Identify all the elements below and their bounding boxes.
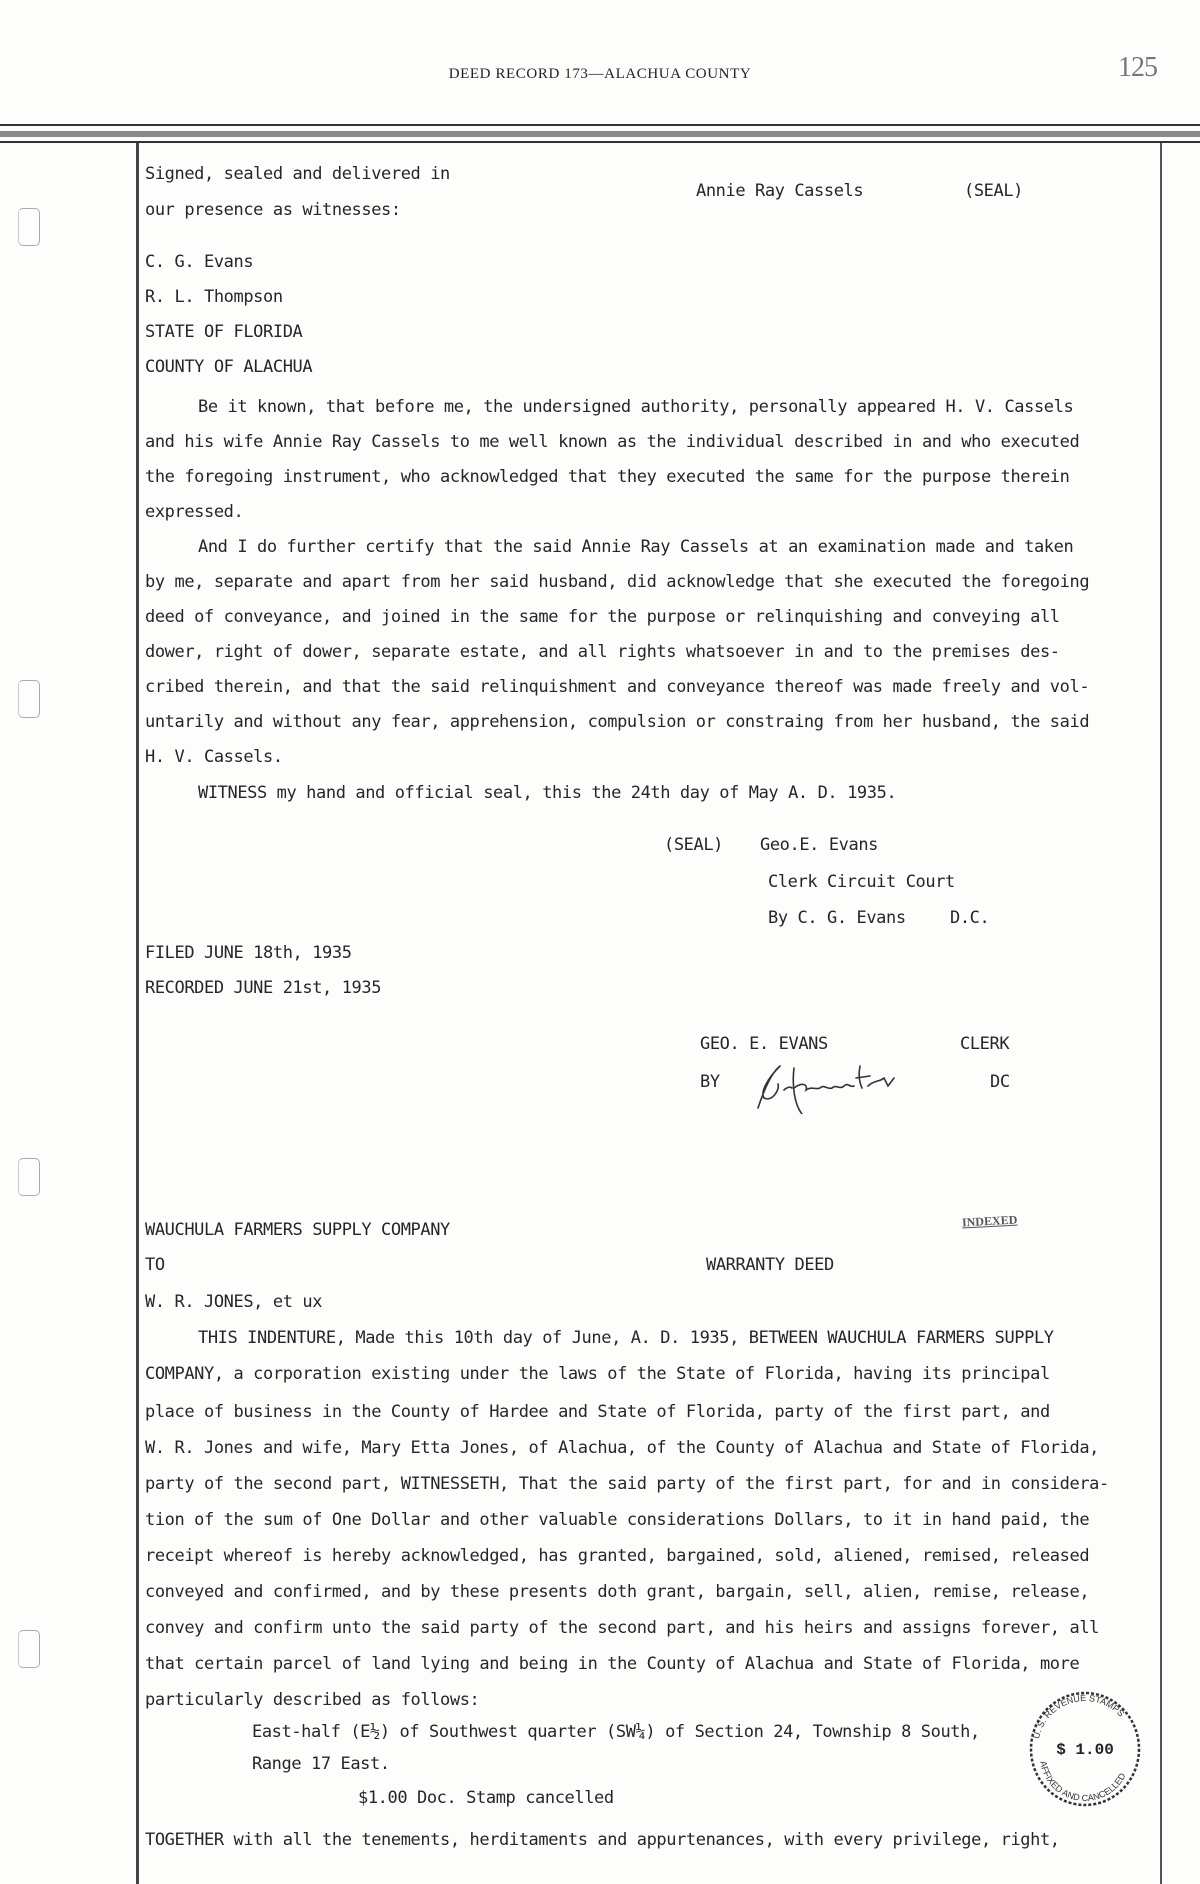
- paragraph-line: H. V. Cassels.: [145, 747, 283, 767]
- deed-body-line: COMPANY, a corporation existing under the laws of the State of Florida, having its principal: [145, 1364, 1050, 1384]
- paragraph-line: expressed.: [145, 502, 244, 522]
- right-margin-border: [1160, 143, 1162, 1884]
- deed-body-line: particularly described as follows:: [145, 1690, 480, 1710]
- deed-body-line: W. R. Jones and wife, Mary Etta Jones, of Alachua, of the County of Alachua and State of Florida,: [145, 1438, 1099, 1458]
- stamp-top-text: U. S. REVENUE STAMPS: [1030, 1692, 1127, 1740]
- binder-hole: [18, 208, 40, 246]
- witness-intro: our presence as witnesses:: [145, 200, 401, 220]
- dc-label: DC: [990, 1072, 1010, 1092]
- deputy-clerk: By C. G. Evans: [768, 908, 906, 928]
- paragraph-line: And I do further certify that the said Annie Ray Cassels at an examination made and taken: [198, 537, 1074, 557]
- recording-clerk: GEO. E. EVANS: [700, 1034, 828, 1054]
- clerk-name: Geo.E. Evans: [760, 835, 879, 855]
- clerk-seal: (SEAL): [664, 835, 724, 855]
- paragraph-line: and his wife Annie Ray Cassels to me well known as the individual described in and who executed: [145, 432, 1080, 452]
- paragraph-line: deed of conveyance, and joined in the same for the purpose or relinquishing and conveying all: [145, 607, 1060, 627]
- deed-body-line: party of the second part, WITNESSETH, That the said party of the first part, for and in considera-: [145, 1474, 1109, 1494]
- header-rule-thick: [0, 131, 1200, 137]
- page-number: 125: [1118, 52, 1157, 83]
- paragraph-line: untarily and without any fear, apprehension, compulsion or constraing from her husband, the said: [145, 712, 1090, 732]
- paragraph-line: the foregoing instrument, who acknowledged that they executed the same for the purpose therein: [145, 467, 1070, 487]
- indexed-stamp: INDEXED: [961, 1212, 1018, 1230]
- seal-label: (SEAL): [964, 181, 1024, 201]
- stamp-note: $1.00 Doc. Stamp cancelled: [358, 1788, 614, 1808]
- witness-clause: WITNESS my hand and official seal, this the 24th day of May A. D. 1935.: [198, 783, 897, 803]
- legal-description: Range 17 East.: [252, 1754, 390, 1774]
- grantor-signature: Annie Ray Cassels: [696, 181, 864, 201]
- header-rule: [0, 141, 1200, 143]
- handwritten-signature: [740, 1060, 940, 1114]
- deed-body-line: conveyed and confirmed, and by these presents doth grant, bargain, sell, alien, remise, release,: [145, 1582, 1090, 1602]
- record-header: DEED RECORD 173—ALACHUA COUNTY: [448, 66, 752, 82]
- binder-hole: [18, 680, 40, 718]
- binder-hole: [18, 1158, 40, 1196]
- legal-description: East-half (E½) of Southwest quarter (SW¼) of Section 24, Township 8 South,: [252, 1722, 980, 1742]
- deed-body-line: tion of the sum of One Dollar and other valuable considerations Dollars, to it in hand paid, the: [145, 1510, 1090, 1530]
- paragraph-line: cribed therein, and that the said relinquishment and conveyance thereof was made freely and vol-: [145, 677, 1090, 697]
- stamp-bottom-text: AFFIXED AND CANCELLED: [1038, 1760, 1128, 1804]
- paragraph-line: dower, right of dower, separate estate, and all rights whatsoever in and to the premises des-: [145, 642, 1060, 662]
- clerk-label: CLERK: [960, 1034, 1010, 1054]
- deed-body-line: THIS INDENTURE, Made this 10th day of June, A. D. 1935, BETWEEN WAUCHULA FARMERS SUPPLY: [198, 1328, 1054, 1348]
- deed-body-line: convey and confirm unto the said party of the second part, and his heirs and assigns forever, all: [145, 1618, 1099, 1638]
- state-line: STATE OF FLORIDA: [145, 322, 303, 342]
- grantee-name: W. R. JONES, et ux: [145, 1292, 323, 1312]
- deputy-title: D.C.: [950, 908, 990, 928]
- by-label: BY: [700, 1072, 720, 1092]
- witness-intro: Signed, sealed and delivered in: [145, 164, 450, 184]
- grantor-name: WAUCHULA FARMERS SUPPLY COMPANY: [145, 1220, 450, 1240]
- recorded-date: RECORDED JUNE 21st, 1935: [145, 978, 382, 998]
- filed-date: FILED JUNE 18th, 1935: [145, 943, 352, 963]
- left-margin-border: [136, 143, 139, 1884]
- clerk-title: Clerk Circuit Court: [768, 872, 955, 892]
- deed-body-line: receipt whereof is hereby acknowledged, has granted, bargained, sold, aliened, remised, released: [145, 1546, 1090, 1566]
- paragraph-line: by me, separate and apart from her said husband, did acknowledge that she executed the foregoing: [145, 572, 1090, 592]
- stamp-amount: $ 1.00: [1056, 1741, 1114, 1759]
- paragraph-line: Be it known, that before me, the undersigned authority, personally appeared H. V. Cassels: [198, 397, 1074, 417]
- deed-body-line: place of business in the County of Hardee and State of Florida, party of the first part, and: [145, 1402, 1050, 1422]
- revenue-stamp-seal: [1020, 1690, 1150, 1808]
- deed-type: WARRANTY DEED: [706, 1255, 834, 1275]
- header-rule: [0, 124, 1200, 126]
- witness-name: C. G. Evans: [145, 252, 254, 272]
- deed-body-line: that certain parcel of land lying and being in the County of Alachua and State of Florida, more: [145, 1654, 1080, 1674]
- to-label: TO: [145, 1255, 165, 1275]
- deed-body-line: TOGETHER with all the tenements, herditaments and appurtenances, with every privilege, right,: [145, 1830, 1060, 1850]
- witness-name: R. L. Thompson: [145, 287, 283, 307]
- binder-hole: [18, 1630, 40, 1668]
- county-line: COUNTY OF ALACHUA: [145, 357, 313, 377]
